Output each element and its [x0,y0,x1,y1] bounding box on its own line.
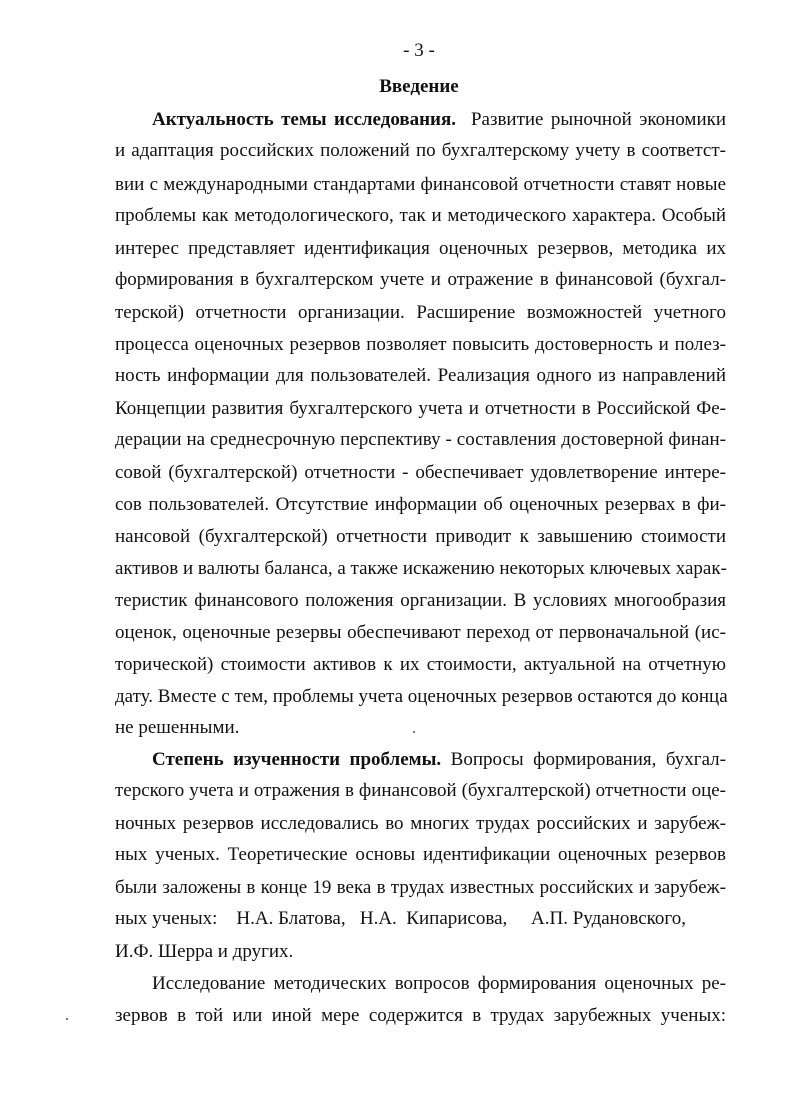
paragraph-line: нансовой (бухгалтерской) отчетности приводит к завышению стоимости [115,526,726,547]
paragraph-line: дату. Вместе с тем, проблемы учета оценочных резервов остаются до конца [115,686,728,707]
section-heading: Введение [379,76,459,97]
paragraph-line: ных ученых. Теоретические основы идентификации оценочных резервов [115,844,726,865]
paragraph-line: процесса оценочных резервов позволяет повысить достоверность и полез- [115,334,726,355]
paragraph-line: Исследование методических вопросов формирования оценочных ре- [152,973,726,994]
paragraph-line: были заложены в конце 19 века в трудах известных российских и зарубеж- [115,877,726,898]
paragraph-line: и адаптация российских положений по бухгалтерскому учету в соответст- [115,140,726,161]
scan-speck [66,1018,68,1020]
paragraph-line: проблемы как методологического, так и методического характера. Особый [115,205,726,226]
paragraph-line: активов и валюты баланса, а также искажению некоторых ключевых харак- [115,558,727,579]
paragraph-line: ночных резервов исследовались во многих трудах российских и зарубеж- [115,813,726,834]
paragraph-line: интерес представляет идентификация оценочных резервов, методика их [115,238,726,259]
paragraph-line: совой (бухгалтерской) отчетности - обеспечивает удовлетворение интере- [115,462,726,483]
paragraph-line: Концепции развития бухгалтерского учета и отчетности в Российской Фе- [115,398,726,419]
paragraph-line: ных ученых: Н.А. Блатова, Н.А. Кипарисова, А.П. Рудановского, [115,908,686,929]
paragraph-line: оценок, оценочные резервы обеспечивают переход от первоначальной (ис- [115,622,726,643]
lead-phrase: Степень изученности проблемы. [152,749,442,770]
paragraph-line: Степень изученности проблемы. Вопросы формирования, бухгал- [152,749,726,770]
paragraph-line: вии с международными стандартами финансовой отчетности ставят новые [115,174,726,195]
paragraph-line: терского учета и отражения в финансовой (бухгалтерской) отчетности оце- [115,780,726,801]
paragraph-line: дерации на среднесрочную перспективу - составления достоверной финан- [115,429,726,450]
page-number: - 3 - [403,40,435,61]
paragraph-line: терской) отчетности организации. Расширение возможностей учетного [115,302,726,323]
paragraph-line: теристик финансового положения организации. В условиях многообразия [115,590,726,611]
scan-speck [413,731,415,733]
paragraph-line: сов пользователей. Отсутствие информации об оценочных резервах в фи- [115,494,726,515]
paragraph-line: зервов в той или иной мере содержится в трудах зарубежных ученых: [115,1005,726,1026]
paragraph-line: формирования в бухгалтерском учете и отражение в финансовой (бухгал- [115,269,726,290]
paragraph-line: торической) стоимости активов к их стоимости, актуальной на отчетную [115,654,726,675]
paragraph-line: И.Ф. Шерра и других. [115,941,294,962]
paragraph-line: ность информации для пользователей. Реализация одного из направлений [115,365,726,386]
lead-phrase: Актуальность темы исследования. [152,109,457,130]
paragraph-line: не решенными. [115,717,240,738]
paragraph-line: Актуальность темы исследования. Развитие рыночной экономики [152,109,727,130]
